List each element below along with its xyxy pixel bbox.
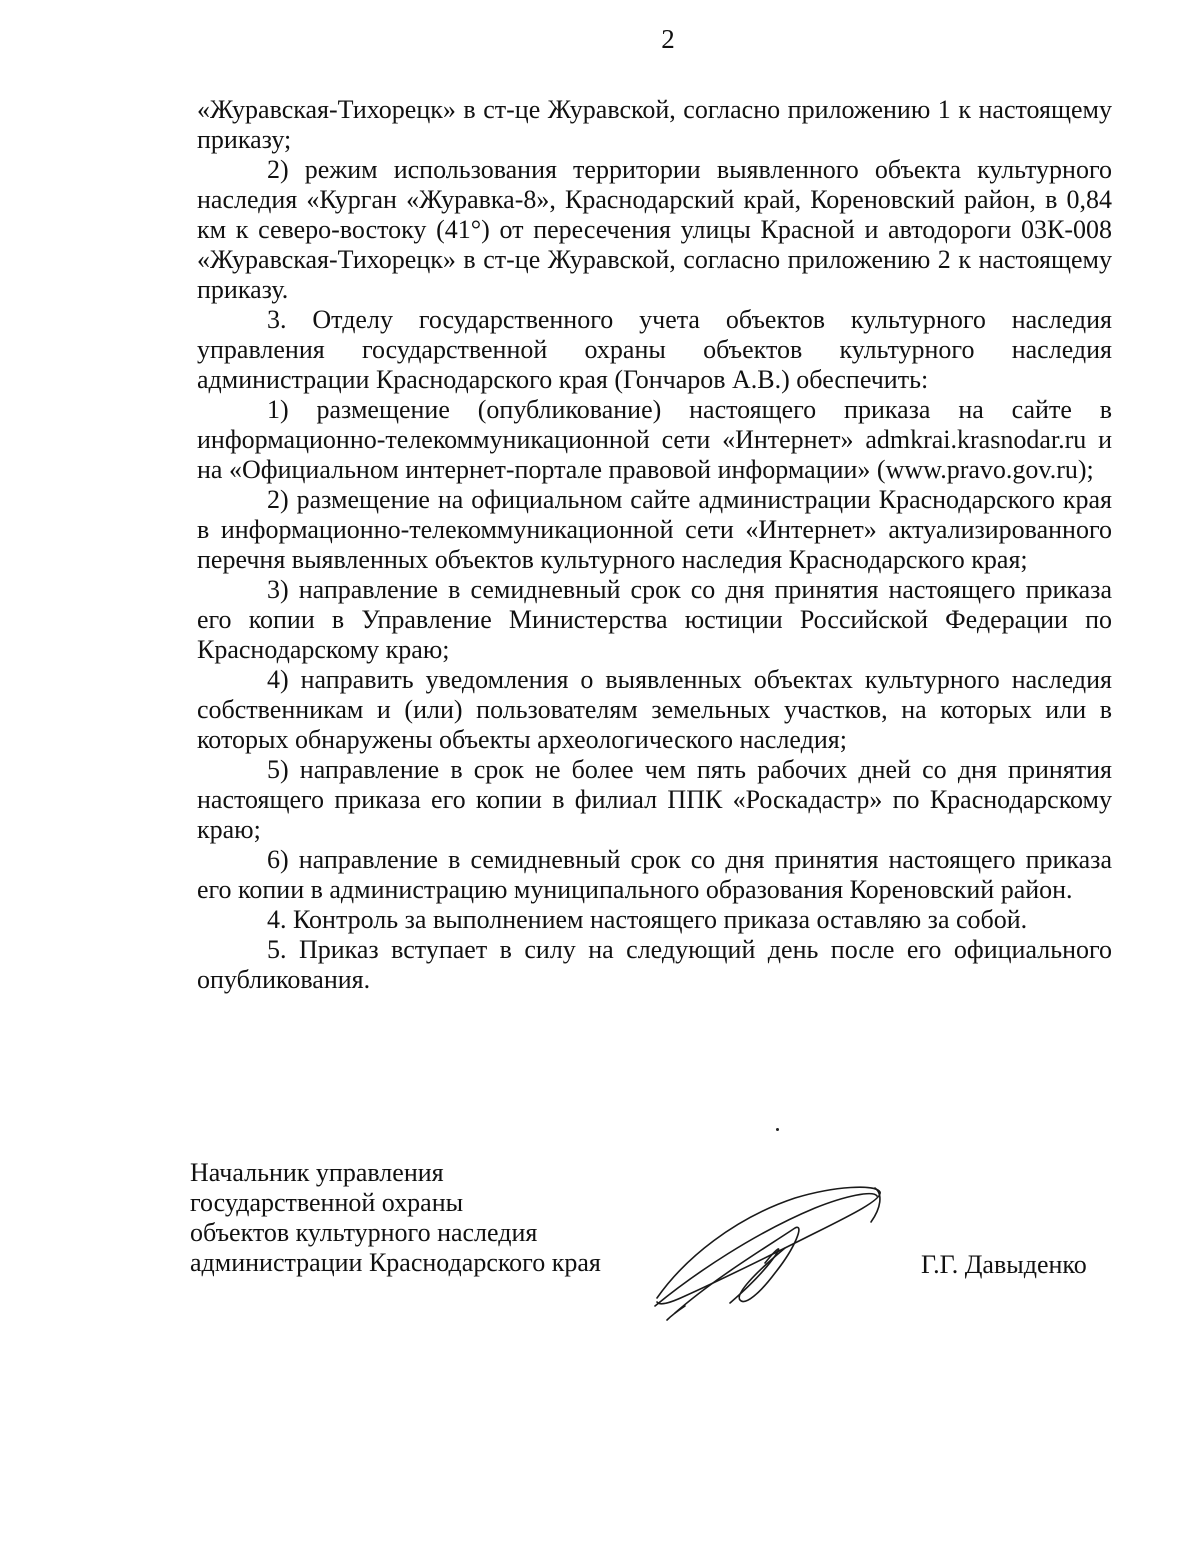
page-number: 2 (661, 24, 675, 54)
signer-title-line-1: Начальник управления (190, 1158, 444, 1187)
paragraph-section-5: 5. Приказ вступает в силу на следующий день после его официального опубликования. (197, 935, 1112, 994)
paragraph-item-3-4: 4) направить уведомления о выявленных объектах культурного наследия собственникам и (или) пользователям земельных участков, на которых или в которых обнаружены объекты археологического наследия; (197, 665, 1112, 754)
signer-title-line-2: государственной охраны (190, 1188, 464, 1217)
paragraph-item-2-regime: 2) режим использования территории выявленного объекта культурного наследия «Курган «Журавка-8», Краснодарский край, Кореновский район, в 0,84 км к северо-востоку (41°) от пересечения улицы Красной и автодороги 03К-008 «Журавская-Тихорецк» в ст-це Журавской, согласно приложению 2 к настоящему приказу. (197, 155, 1112, 304)
signer-title-line-3: объектов культурного наследия (190, 1218, 538, 1247)
signer-name: Г.Г. Давыденко (921, 1250, 1087, 1279)
paragraph-continuation: «Журавская-Тихорецк» в ст-це Журавской, согласно приложению 1 к настоящему приказу; (197, 95, 1112, 154)
signature-block (190, 1158, 630, 1278)
handwritten-signature (645, 1178, 895, 1328)
paragraph-item-3-1: 1) размещение (опубликование) настоящего приказа на сайте в информационно-телекоммуникационной сети «Интернет» admkrai.krasnodar.ru и на «Официальном интернет-портале правовой информации» (www.pravo.gov.ru); (197, 395, 1112, 484)
paragraph-section-3: 3. Отделу государственного учета объектов культурного наследия управления государственной охраны объектов культурного наследия администрации Краснодарского края (Гончаров А.В.) обеспечить: (197, 305, 1112, 394)
paragraph-item-3-5: 5) направление в срок не более чем пять рабочих дней со дня принятия настоящего приказа его копии в филиал ППК «Роскадастр» по Краснодарскому краю; (197, 755, 1112, 844)
paragraph-item-3-6: 6) направление в семидневный срок со дня принятия настоящего приказа его копии в администрацию муниципального образования Кореновский район. (197, 845, 1112, 904)
signer-title-line-4: администрации Краснодарского края (190, 1248, 601, 1277)
paragraph-item-3-3: 3) направление в семидневный срок со дня принятия настоящего приказа его копии в Управление Министерства юстиции Российской Федерации по Краснодарскому краю; (197, 575, 1112, 664)
document-body (197, 95, 1112, 995)
paragraph-section-4: 4. Контроль за выполнением настоящего приказа оставляю за собой. (267, 905, 1028, 934)
scan-speck (776, 1128, 779, 1131)
paragraph-item-3-2: 2) размещение на официальном сайте администрации Краснодарского края в информационно-телекоммуникационной сети «Интернет» актуализированного перечня выявленных объектов культурного наследия Краснодарского края; (197, 485, 1112, 574)
